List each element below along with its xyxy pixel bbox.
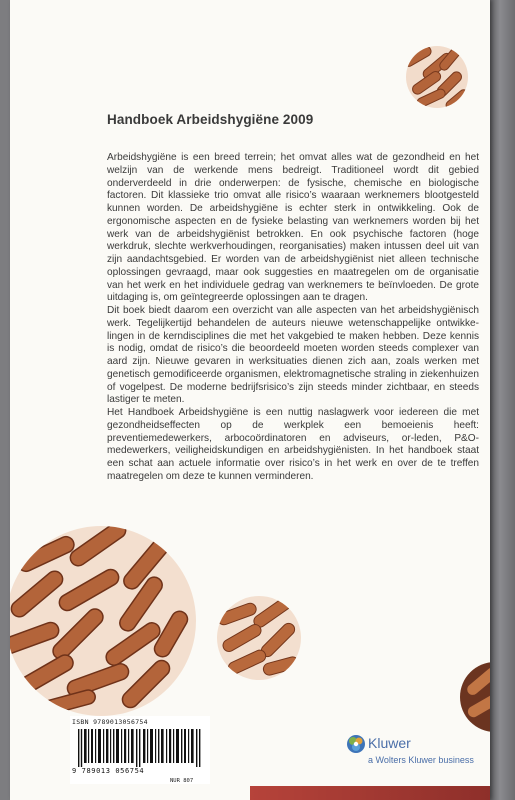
bottom-color-strip <box>250 786 490 800</box>
book-title: Handboek Arbeidshygiëne 2009 <box>107 112 314 127</box>
bacteria-image-large <box>10 526 196 716</box>
bacteria-medium-svg <box>217 596 301 680</box>
bacteria-right-svg <box>460 662 490 732</box>
ean-digits: 9 789013 056754 <box>72 767 145 775</box>
kluwer-globe-icon <box>346 734 366 754</box>
book-back-cover <box>10 0 490 800</box>
publisher-tagline: a Wolters Kluwer business <box>368 755 474 765</box>
bacteria-image-medium <box>217 596 301 680</box>
barcode-bars <box>78 729 204 767</box>
publisher-name: Kluwer <box>368 735 411 751</box>
nur-label: NUR 807 <box>170 778 194 784</box>
bacteria-image-top <box>406 46 468 108</box>
bacteria-top-svg <box>406 46 468 108</box>
barcode-box <box>70 716 210 784</box>
book-page-edges <box>490 0 515 800</box>
description-paragraph-1: Arbeidshygiëne is een breed terrein; het omvat alles wat de gezondheid en het welzijn van de werkende mens bedreigt. Traditioneel wordt dit gebied onderverdeeld in drie onderwerpen: de fysische, chemische en biologische factoren. Dit klassieke trio omvat alle risico’s waaraan werknemers blootgesteld kunnen worden. De arbeidshygiëne is echter sterk in ontwikkeling. Ook de ergonomische aspecten en de fysieke belasting van werknemers worden bij het werk van de arbeidshygiënist betrokken. En ook psychische factoren (hoge werkdruk, slechte werkverhoudingen, reorganisaties) maken intussen deel uit van zijn aandachtsgebied. Er worden van de arbeidshygiënist niet alleen technische oplossingen gevraagd, maar ook suggesties en maatregelen om de organisatie van het werk en het individuele gedrag van werknemers te beïnvloeden. De grote uitdaging is, om geïntegreerde oplossingen aan te dragen. <box>107 152 479 304</box>
publisher-logo <box>346 732 490 772</box>
description-paragraph-3: Het Handboek Arbeidshygiëne is een nuttig naslagwerk voor iedereen die met gezondheidseffecten op de werkplek een bemoeienis heeft: preventiemedewerkers, arbocoördinatoren en adviseurs, or-leden, P&O-medewerkers, veiligheidskundigen en arbeidshygiënisten. In het handboek staat een schat aan actuele informatie over risico’s in het werk en over de te treffen maatregelen om deze te kunnen verminderen. <box>107 407 479 482</box>
bacteria-large-svg <box>10 526 196 716</box>
description-paragraph-2: Dit boek biedt daarom een overzicht van alle aspecten van het arbeidshygiënisch werk. Tegelijkertijd behandelen de auteurs nieuwe wetenschappelijke ontwikkelingen in de kerndisciplines die met het vakgebied te maken hebben. Deze kennis is nodig, omdat de risico’s die beoordeeld moeten worden steeds complexer van aard zijn. Nieuwe gevaren in werksituaties dienen zich aan, zoals werken met genetisch gemodificeerde organismen, elektromagnetische straling in ziekenhuizen of vogelpest. De moderne bedrijfsrisico’s zijn steeds minder zichtbaar, en steeds lastiger te meten. <box>107 305 479 406</box>
book-description <box>107 152 479 484</box>
isbn-label: ISBN 9789013056754 <box>72 718 148 726</box>
bacteria-image-right <box>460 662 490 732</box>
